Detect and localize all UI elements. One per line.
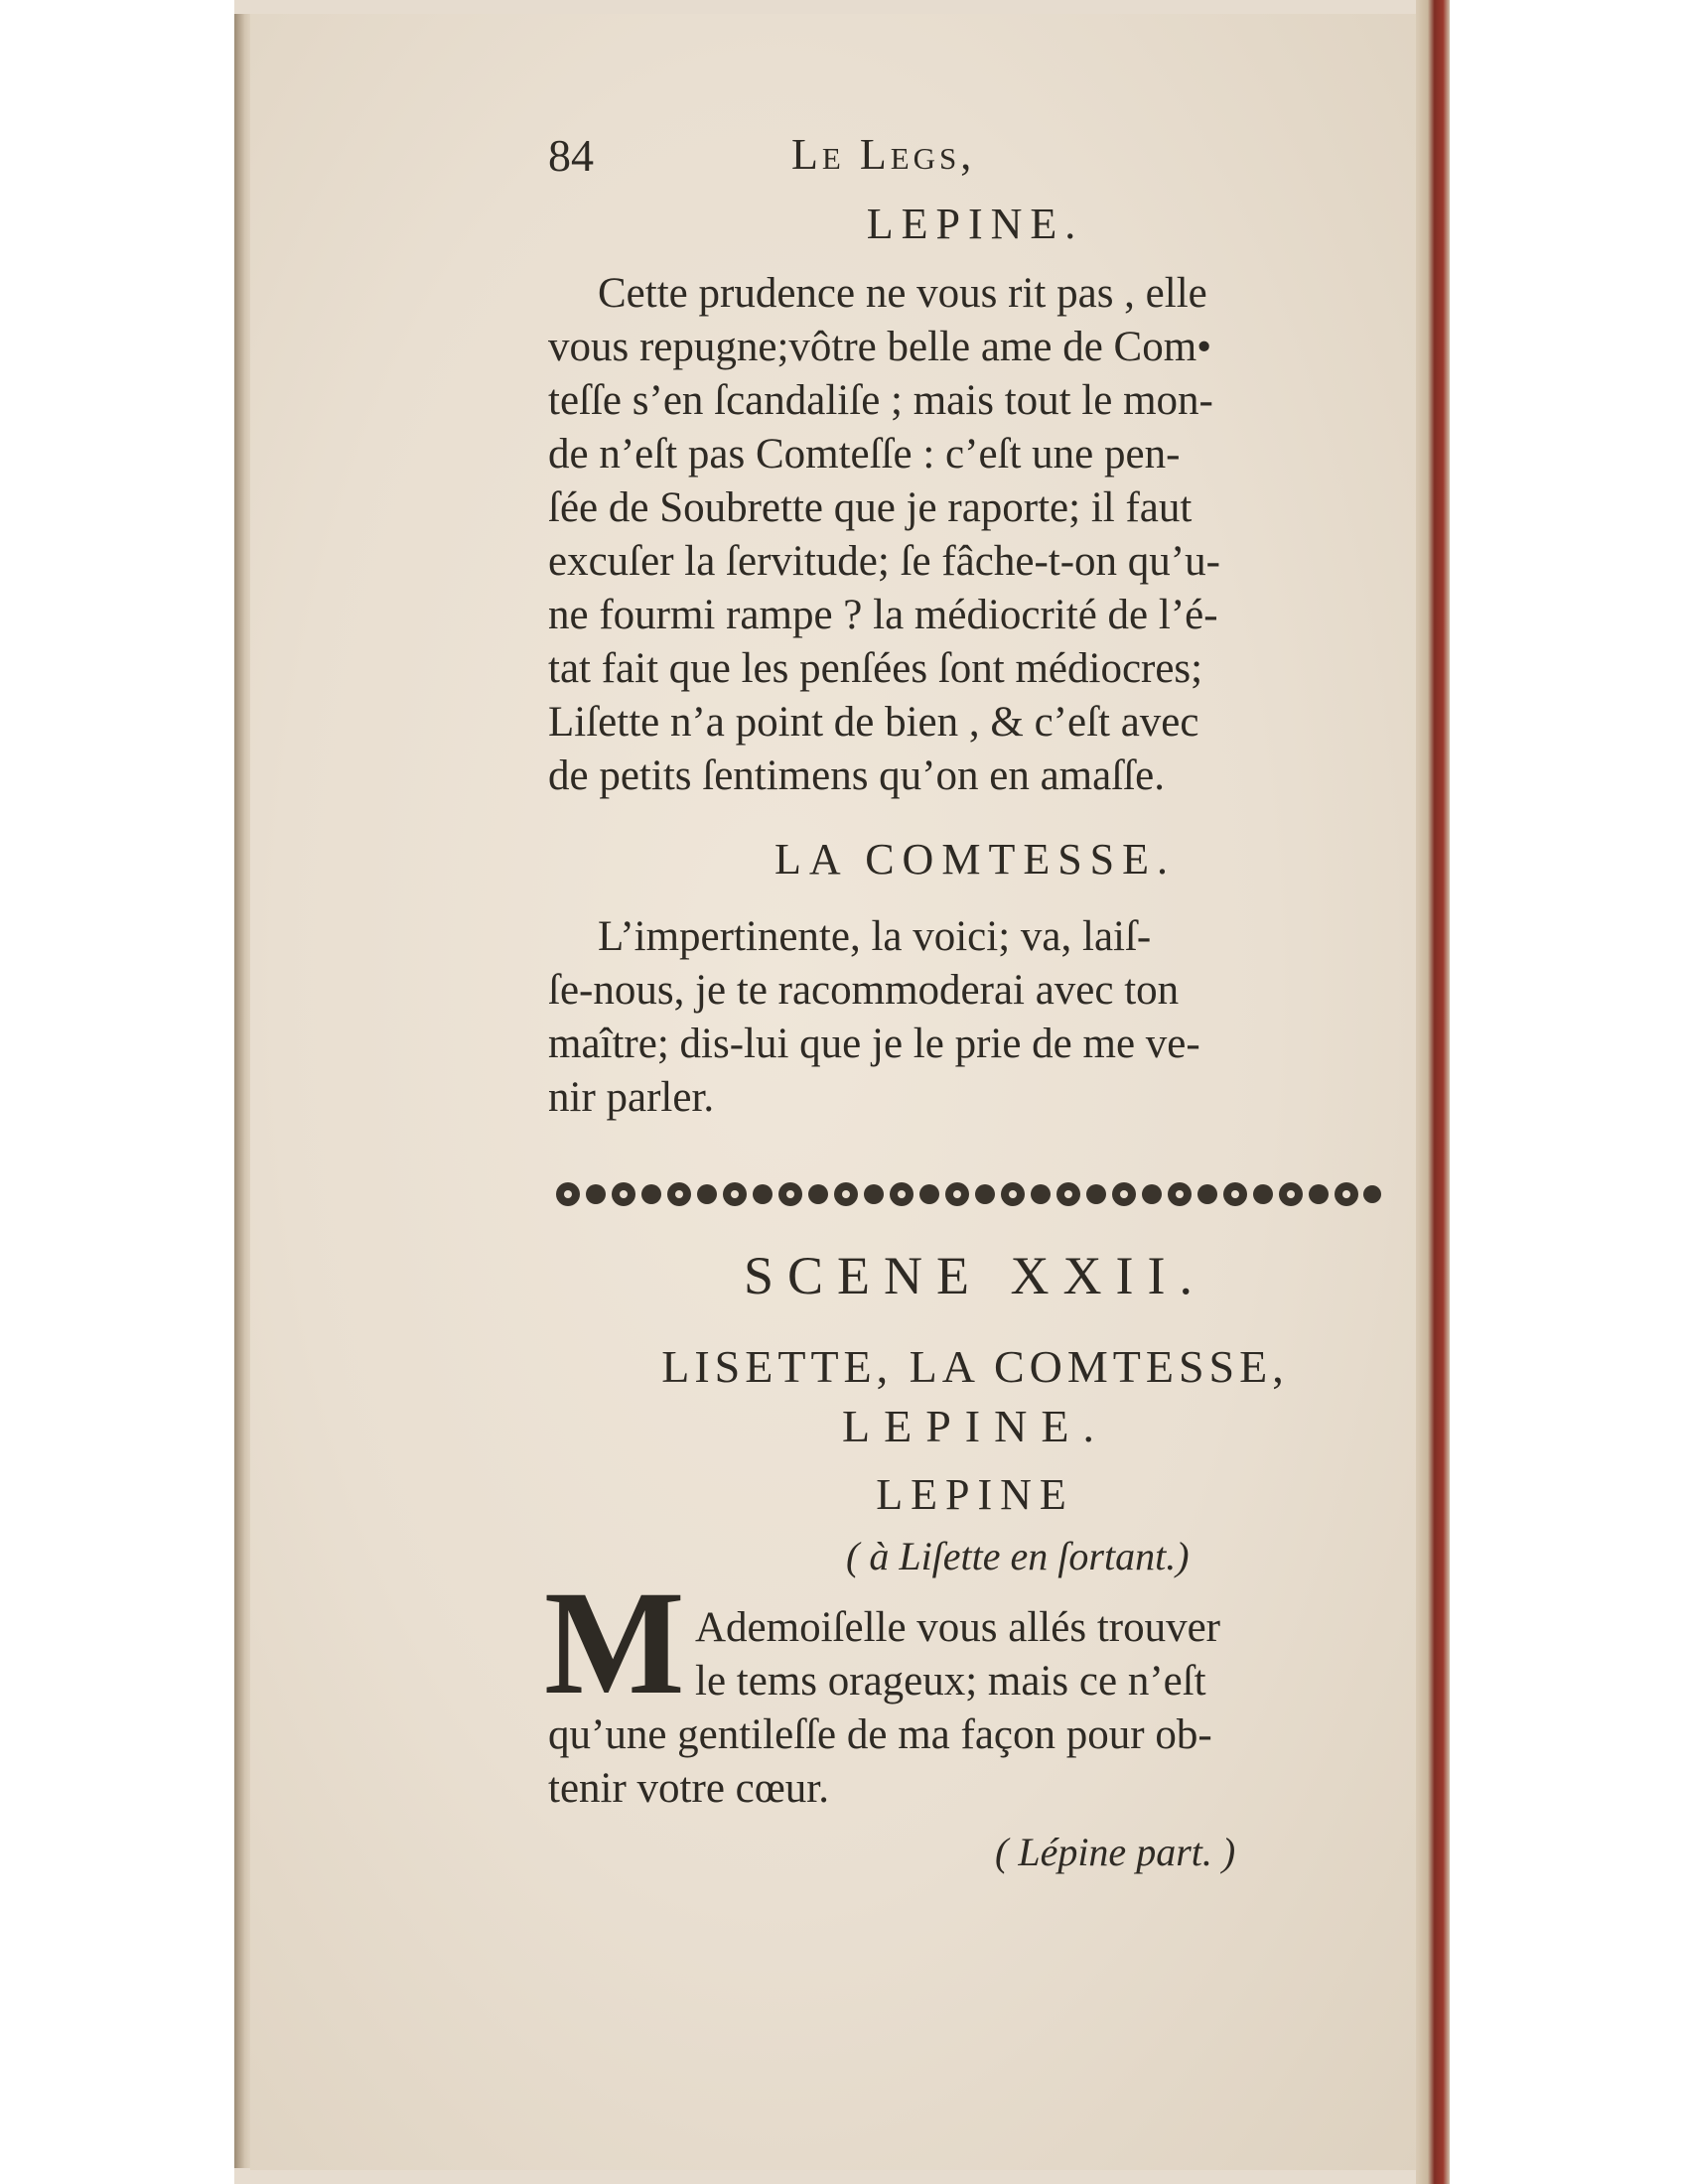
text-line: ne fourmi rampe ? la médiocrité de l’é-: [548, 592, 1218, 638]
book-scan: [234, 0, 1450, 2184]
text-line: vous repugne;vôtre belle ame de Com•: [548, 324, 1212, 370]
fleuron-ornament-icon: [548, 1171, 1382, 1217]
text-line: tat fait que les penſées ſont médiocres;: [548, 645, 1203, 692]
text-line: maître; dis-lui que je le prie de me ve-: [548, 1021, 1200, 1067]
speaker-name: LEPINE.: [866, 200, 1084, 248]
text-line: teſſe s’en ſcandaliſe ; mais tout le mon-: [548, 377, 1213, 424]
text-line: ſe-nous, je te racommoderai avec ton: [548, 967, 1180, 1014]
text-line: L’impertinente, la voici; va, laiſ-: [598, 913, 1152, 960]
scene-title: SCENE XXII.: [744, 1246, 1206, 1305]
book-page: [250, 14, 1420, 2170]
scene-characters: LISETTE, LA COMTESSE,: [661, 1341, 1289, 1392]
text-line: de petits ſentimens qu’on en amaſſe.: [548, 752, 1165, 799]
text-line: Cette prudence ne vous rit pas , elle: [598, 270, 1207, 317]
text-line: Ademoiſelle vous allés trouver: [695, 1604, 1220, 1651]
text-line: Liſette n’a point de bien , & c’eſt avec: [548, 699, 1199, 746]
drop-cap: M: [544, 1561, 685, 1725]
text-line: tenir votre cœur.: [548, 1765, 829, 1812]
text-line: ſée de Soubrette que je raporte; il faut: [548, 484, 1193, 531]
scene-characters: LEPINE.: [842, 1401, 1108, 1451]
book-cover-edge: [1416, 0, 1450, 2184]
text-line: excuſer la ſervitude; ſe fâche-t-on qu’u-: [548, 538, 1220, 585]
text-line: nir parler.: [548, 1074, 715, 1121]
text-line: le tems orageux; mais ce n’eſt: [695, 1658, 1206, 1705]
page-number: 84: [548, 130, 594, 181]
text-line: qu’une gentileſſe de ma façon pour ob-: [548, 1711, 1212, 1758]
text-block: [544, 14, 1402, 1880]
text-line: de n’eſt pas Comteſſe : c’eſt une pen-: [548, 431, 1181, 478]
speaker-name: LA COMTESSE.: [774, 835, 1177, 884]
stage-direction: ( à Liſette en ſortant.): [846, 1534, 1190, 1578]
speaker-name: LEPINE: [876, 1470, 1074, 1519]
stage-direction: ( Lépine part. ): [995, 1830, 1236, 1874]
running-title: Le Legs,: [791, 130, 976, 179]
